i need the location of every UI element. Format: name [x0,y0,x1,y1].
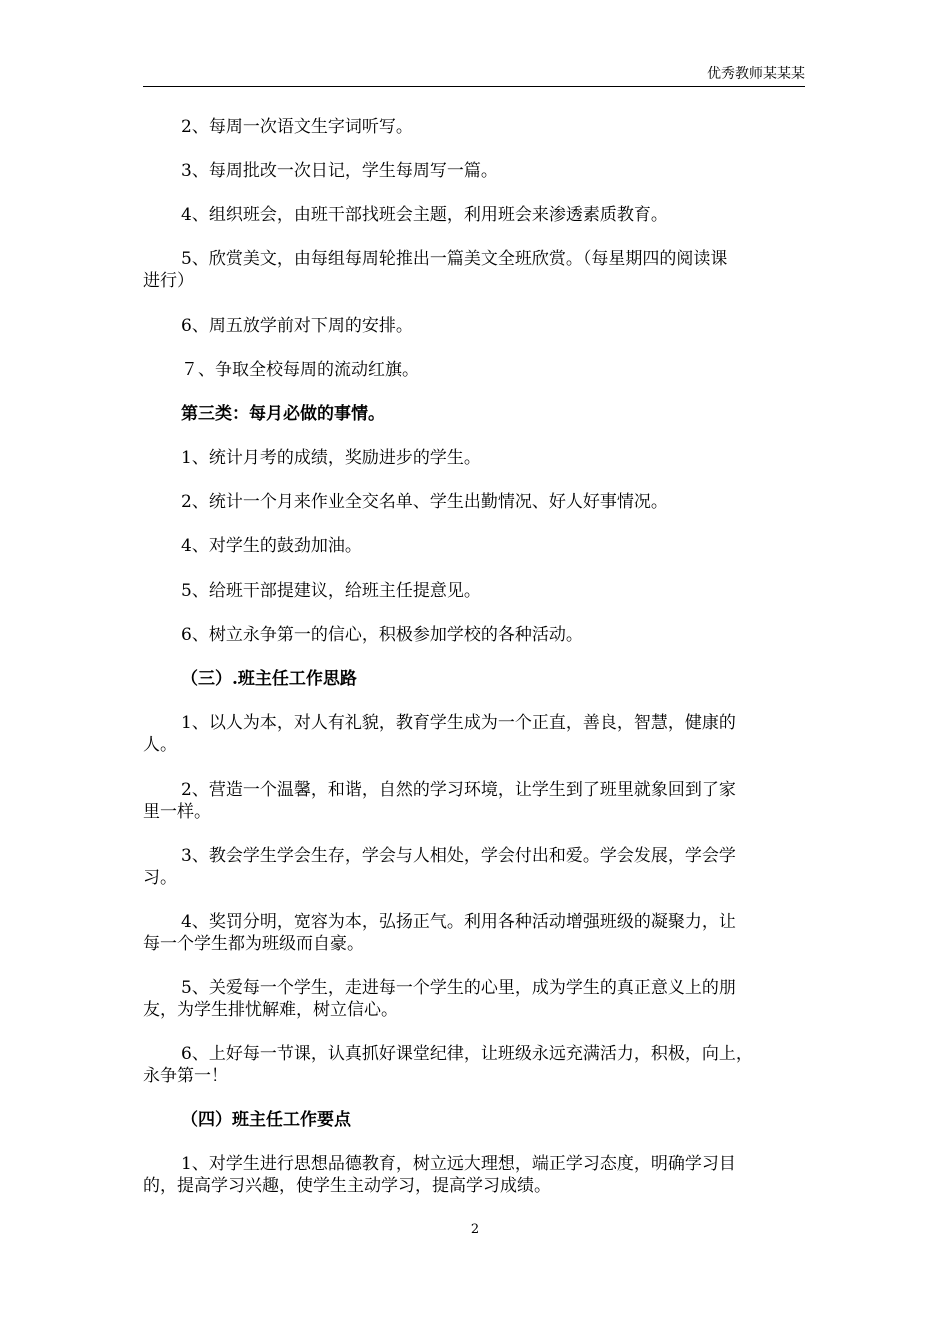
list-item-continuation: 友，为学生排忧解难，树立信心。 [143,1000,398,1020]
list-item: 2、营造一个温馨，和谐，自然的学习环境，让学生到了班里就象回到了家 [181,780,736,800]
list-item-continuation: 习。 [143,868,177,888]
section-heading: 第三类：每月必做的事情。 [181,404,385,424]
list-item: 1、以人为本，对人有礼貌，教育学生成为一个正直，善良，智慧，健康的 [181,713,736,733]
list-item-continuation: 进行） [143,271,194,291]
list-item-continuation: 每一个学生都为班级而自豪。 [143,934,364,954]
list-item: 5、关爱每一个学生，走进每一个学生的心里，成为学生的真正意义上的朋 [181,978,736,998]
list-item: 2、统计一个月来作业全交名单、学生出勤情况、好人好事情况。 [181,492,668,512]
header-divider [143,86,805,87]
list-item: 1、对学生进行思想品德教育，树立远大理想，端正学习态度，明确学习目 [181,1154,736,1174]
list-item: 3、教会学生学会生存，学会与人相处，学会付出和爱。学会发展，学会学 [181,846,736,866]
list-item: ７、争取全校每周的流动红旗。 [181,360,419,380]
list-item: 5、给班干部提建议，给班主任提意见。 [181,581,481,601]
list-item-continuation: 里一样。 [143,802,211,822]
section-heading: （四）班主任工作要点 [181,1110,351,1130]
list-item-continuation: 的，提高学习兴趣，使学生主动学习，提高学习成绩。 [143,1176,551,1196]
page-number: 2 [470,1222,480,1237]
list-item-continuation: 永争第一！ [143,1066,228,1086]
list-item: 4、组织班会，由班干部找班会主题，利用班会来渗透素质教育。 [181,205,668,225]
list-item: 5、欣赏美文，由每组每周轮推出一篇美文全班欣赏。（每星期四的阅读课 [181,249,728,269]
list-item: 6、周五放学前对下周的安排。 [181,316,413,336]
list-item-continuation: 人。 [143,735,177,755]
header-title: 优秀教师某某某 [707,66,805,82]
list-item: 2、每周一次语文生字词听写。 [181,117,413,137]
list-item: 1、统计月考的成绩，奖励进步的学生。 [181,448,481,468]
list-item: 4、奖罚分明，宽容为本，弘扬正气。利用各种活动增强班级的凝聚力，让 [181,912,736,932]
list-item: 4、对学生的鼓劲加油。 [181,536,362,556]
list-item: 6、树立永争第一的信心，积极参加学校的各种活动。 [181,625,583,645]
section-heading: （三）.班主任工作思路 [181,669,357,689]
list-item: 3、每周批改一次日记，学生每周写一篇。 [181,161,498,181]
list-item: 6、上好每一节课，认真抓好课堂纪律，让班级永远充满活力，积极，向上， [181,1044,753,1064]
